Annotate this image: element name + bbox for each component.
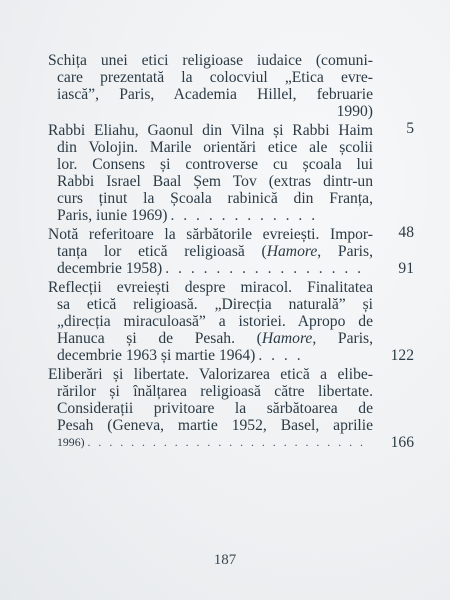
toc-page-number: 122 [390,347,414,364]
toc-entry-line: Eliberări și libertate. Valorizarea etică a elibe- [48,366,373,383]
toc-entry-line: Considerații privitoare la sărbătoarea de [57,400,373,417]
table-of-contents [48,52,418,453]
toc-entry-line: Reflecții evreiești despre miracol. Finalitatea [48,279,373,296]
toc-entry-last-line: decembrie 1958) . . . . . . . . . . . . . . . . [57,260,364,277]
toc-entry [48,366,418,451]
toc-entry-line: Rabbi Eliahu, Gaonul din Vilna și Rabbi Haim [48,122,373,139]
toc-entry-line: Schița unei etici religioase iudaice (comuni- [48,52,373,69]
toc-entry-line: tanța lor etică religioasă (Hamore, Paris, [57,243,373,260]
page-number-footer: 187 [213,552,237,568]
toc-page-number: 91 [398,260,414,277]
toc-entry-line: care prezentată la colocviul „Etica evre- [57,69,373,86]
toc-entry [48,279,418,364]
toc-entry-line: din Volojin. Marile orientări etice ale școlii [57,139,373,156]
toc-entry-line: iască”, Paris, Academia Hillel, februarie [57,86,373,103]
toc-entry-line: rărilor și înălțarea religioasă către libertate. [57,383,373,400]
journal-title: Hamore [261,330,313,347]
toc-entry-last-line: Paris, iunie 1969) . . . . . . . . . . . . [57,207,318,224]
journal-title: Hamore [266,243,318,260]
toc-entry-line: sa etică religioasă. „Direcția naturală” și [57,296,373,313]
toc-entry-line: Notă referitoare la sărbătorile evreiești. Impor- [48,226,373,243]
toc-entry-line: „direcția miraculoasă” a istoriei. Apropo de [57,313,373,330]
toc-page-number: 5 [406,120,414,137]
toc-entry-line: Rabbi Israel Baal Șem Tov (extras dintr-un [57,173,373,190]
leader-dots: . . . . . . . . . . . . . . . . . . . . . . . . . . [87,435,366,449]
toc-entry-line: Hanuca și de Pesah. (Hamore, Paris, [57,330,373,347]
toc-page-number: 166 [390,434,414,451]
toc-entry-last-line: decembrie 1963 și martie 1964) . . . . [57,347,304,364]
toc-entry-last-line: 1996) . . . . . . . . . . . . . . . . . . . . . . . . . . [57,435,366,449]
leader-dots: . . . . [258,347,304,364]
toc-entry [48,226,418,277]
toc-page-number: 48 [398,224,414,241]
toc-entry-line: curs ținut la Școala rabinică din Franța, [57,190,373,207]
toc-entry-line: lor. Consens și controverse cu școala lui [57,156,373,173]
leader-dots: . . . . . . . . . . . . [170,207,318,224]
leader-dots: . . . . . . . . . . . . . . . . [165,260,364,277]
toc-entry-line: Pesah (Geneva, martie 1952, Basel, aprilie [57,417,373,434]
toc-entry-last-line: 1990) [336,103,373,120]
